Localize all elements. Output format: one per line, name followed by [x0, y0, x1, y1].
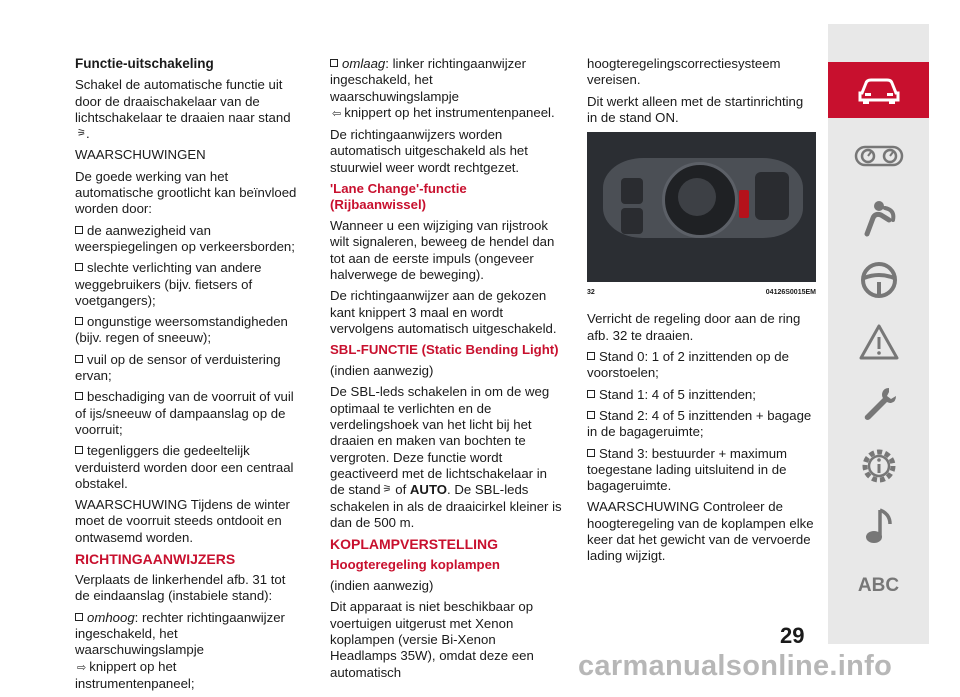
sidebar-item-driving[interactable] — [828, 252, 929, 308]
sidebar-item-index[interactable]: ABC — [857, 575, 900, 596]
column-1 — [75, 56, 297, 697]
list-item: omlaag: linker richtingaanwijzer ingeschakeld, het waarschuwingslampje ⇦ knippert op het instrumentenpaneel. — [330, 56, 555, 120]
rear-fog-button — [621, 208, 643, 234]
list-item: Stand 1: 4 of 5 inzittenden; — [587, 387, 817, 403]
bullet-icon — [75, 226, 83, 234]
car-icon — [856, 75, 902, 105]
list-item: de aanwezigheid van weerspiegelingen op verkeersborden; — [75, 222, 295, 254]
bullet-icon — [75, 355, 83, 363]
light-switch-center — [678, 178, 716, 216]
list-item: tegenliggers die gedeeltelijk verduisterd worden door een centraal obstakel. — [75, 443, 294, 491]
list-item: Stand 3: bestuurder + maximum toegestane lading uitsluitend in de bagageruimte. — [587, 445, 788, 494]
list-item: Stand 2: 4 of 5 inzittenden + bagage in de bagageruimte; — [587, 407, 812, 440]
paragraph: De goede werking van het automatische grootlicht kan beïnvloed worden door: — [75, 168, 297, 217]
subheading: (indien aanwezig) — [330, 578, 434, 594]
paragraph: Verplaats de linkerhendel afb. 31 tot de eindaanslag (instabiele stand): — [75, 572, 286, 604]
list-item: beschadiging van de voorruit of vuil of ijs/sneeuw of dampaanslag op de voorruit; — [75, 389, 294, 437]
dimmer-dial — [755, 172, 789, 220]
paragraph: Wanneer u een wijziging van rijstrook wilt signaleren, beweeg de hendel dan tot aan de eerste impuls (ongeveer halverwege de beweging). — [330, 218, 555, 282]
paragraph: De SBL-leds schakelen in om de weg optimaal te verlichten en de verdelingshoek van het licht bij het draaien en maken van bochten te vergroten. Deze functie wordt geactiveerd met de lichtschakelaar in de stand ⚞ of AUTO. De SBL-leds schakelen in als de draaicirkel kleiner is dan de 500 m. — [330, 384, 562, 530]
headlight-icon: ⚞ — [382, 484, 392, 496]
paragraph: Dit apparaat is niet beschikbaar op voertuigen uitgerust met Xenon koplampen (versie Bi-Xenon Headlamps 35W), omdat deze een automatisch — [330, 599, 534, 680]
warning-triangle-icon — [858, 323, 900, 361]
airbag-person-icon — [859, 198, 899, 238]
sidebar-item-warnings[interactable] — [828, 314, 929, 370]
figure-caption — [587, 285, 816, 301]
column-2 — [330, 56, 562, 686]
paragraph: Schakel de automatische functie uit door de draaischakelaar van de lichtschakelaar te draaien naar stand⚞. — [75, 77, 291, 142]
gauges-icon — [854, 143, 904, 169]
bullet-icon — [330, 59, 338, 67]
sidebar-item-safety[interactable] — [828, 190, 929, 246]
bullet-icon — [75, 317, 83, 325]
paragraph: De richtingaanwijzers worden automatisch uitgeschakeld als het stuurwiel weer wordt rechtgezet. — [330, 127, 528, 175]
page-number: 29 — [780, 623, 805, 648]
column-3 — [587, 56, 817, 570]
headlight-switch-photo — [587, 132, 816, 282]
figure-code: 04126S0015EM — [765, 289, 816, 297]
turn-signal-icon: ⇦ — [332, 107, 342, 120]
warning-paragraph: WAARSCHUWING Controleer de hoogteregeling van de koplampen elke keer dat het gewicht van de vervoerde lading wijzigt. — [587, 499, 814, 564]
bullet-icon — [587, 390, 595, 398]
sidebar-item-car[interactable] — [828, 62, 929, 118]
headlight-icon: ⚞ — [77, 128, 86, 140]
heading-functie-uitschakeling: Functie-uitschakeling — [75, 56, 214, 71]
list-item: slechte verlichting van andere weggebruikers (bijv. fietsers of voetgangers); — [75, 260, 262, 308]
headlight-level-wheel — [739, 190, 749, 218]
heading-sbl: SBL-FUNCTIE (Static Bending Light) — [330, 342, 559, 358]
bullet-icon — [75, 446, 83, 454]
list-item: ongunstige weersomstandigheden (bijv. regen of sneeuw); — [75, 314, 288, 346]
paragraph: Verricht de regeling door aan de ring afb. 32 te draaien. — [587, 311, 801, 343]
warning-heading: WAARSCHUWINGEN — [75, 147, 206, 163]
wrench-icon — [859, 384, 899, 424]
heading-koplampverstelling: KOPLAMPVERSTELLING — [330, 536, 499, 553]
bullet-icon — [587, 411, 595, 419]
warning-paragraph: WAARSCHUWING Tijdens de winter moet de voorruit steeds ontdooit en ontwasemd worden. — [75, 497, 290, 545]
paragraph: De richtingaanwijzer aan de gekozen kant knippert 3 maal en wordt vervolgens automatisch uitgeschakeld. — [330, 288, 557, 336]
bullet-icon — [75, 613, 83, 621]
sidebar-item-service[interactable] — [828, 376, 929, 432]
heading-richtingaanwijzers: RICHTINGAANWIJZERS — [75, 551, 236, 568]
bullet-icon — [587, 352, 595, 360]
list-item: vuil op de sensor of verduistering ervan; — [75, 351, 281, 384]
heading-hoogteregeling: Hoogteregeling koplampen — [330, 557, 500, 573]
music-note-icon — [862, 506, 896, 546]
list-item: Stand 0: 1 of 2 inzittenden op de voorstoelen; — [587, 349, 789, 381]
steering-wheel-icon — [859, 260, 899, 300]
figure-number: 32 — [587, 289, 595, 297]
gear-info-icon — [858, 445, 900, 487]
watermark: carmanualsonline.info — [578, 650, 893, 682]
sidebar-item-technical[interactable] — [828, 438, 929, 494]
list-item: omhoog: rechter richtingaanwijzer ingeschakeld, het waarschuwingslampje ⇨ knippert op het instrumentenpaneel; — [75, 609, 285, 691]
paragraph: hoogteregelingscorrectiesysteem vereisen. — [587, 56, 781, 88]
bullet-icon — [75, 392, 83, 400]
turn-signal-icon: ⇨ — [77, 661, 87, 674]
subheading: (indien aanwezig) — [330, 363, 434, 379]
sidebar-item-instruments[interactable] — [828, 128, 929, 184]
heading-lane-change: 'Lane Change'-functie (Rijbaanwissel) — [330, 181, 467, 213]
sidebar-item-multimedia[interactable] — [828, 498, 929, 554]
paragraph: Dit werkt alleen met de startinrichting in de stand ON. — [587, 93, 804, 125]
bullet-icon — [587, 449, 595, 457]
fog-light-button — [621, 178, 643, 204]
chapter-sidebar — [828, 24, 929, 644]
bullet-icon — [75, 263, 83, 271]
